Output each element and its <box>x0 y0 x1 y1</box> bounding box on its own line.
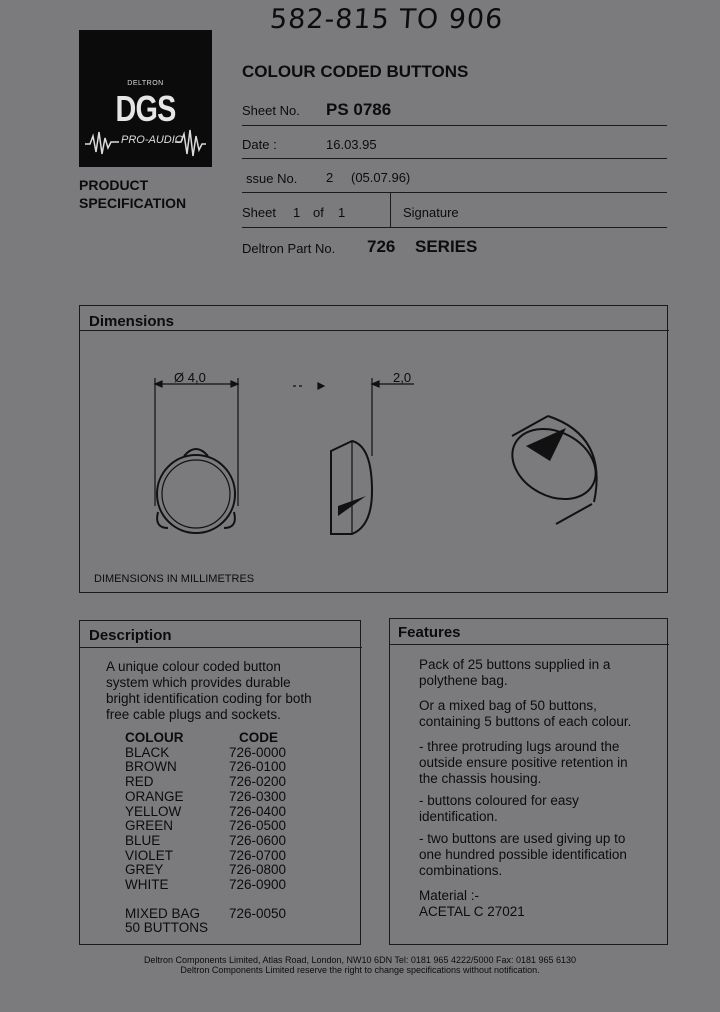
mixed-bag-line-1: MIXED BAG <box>125 905 201 921</box>
table-row <box>125 746 286 761</box>
date-label: Date : <box>242 137 277 152</box>
prodspec-line-1: PRODUCT <box>79 177 149 193</box>
features-panel <box>389 618 668 945</box>
button-iso-top <box>500 415 608 513</box>
code-cell: 726-0300 <box>229 788 287 804</box>
features-title: Features <box>398 624 461 641</box>
feature-paragraph <box>419 698 664 730</box>
feature-line: the chassis housing. <box>419 771 542 786</box>
part-number: 726 <box>367 237 396 256</box>
date-value: 16.03.95 <box>326 137 377 152</box>
feature-line: combinations. <box>419 863 503 878</box>
code-cell: 726-0600 <box>229 832 287 848</box>
signature-divider <box>390 193 391 227</box>
depth-label: 2,0 <box>393 370 412 385</box>
header-divider-4 <box>242 227 667 228</box>
table-header-row <box>125 731 286 746</box>
dgs-logo <box>79 30 212 167</box>
button-iso-lug <box>526 428 566 461</box>
sheet-no-value: PS 0786 <box>326 100 392 119</box>
feature-line: identification. <box>419 809 498 824</box>
sheet-number: 1 <box>293 205 301 220</box>
feature-line: - buttons coloured for easy <box>419 793 579 808</box>
table-row <box>125 863 286 878</box>
code-cell: 726-0900 <box>229 877 287 893</box>
issue-value: 2 <box>326 170 334 185</box>
dimensions-footnote: DIMENSIONS IN MILLIMETRES <box>94 573 255 585</box>
material-value: ACETAL C 27021 <box>419 904 525 919</box>
mixed-bag-label <box>125 907 229 936</box>
footer-disclaimer: Deltron Components Limited reserve the right to change specifications without notification. <box>180 965 540 975</box>
issue-date: (05.07.96) <box>351 170 411 185</box>
feature-line: containing 5 buttons of each colour. <box>419 714 632 729</box>
logo-tagline-text: PRO-AUDIO <box>121 134 184 146</box>
mixed-bag-row <box>125 907 286 936</box>
arrow-right-icon <box>231 381 238 387</box>
description-panel <box>79 620 361 945</box>
feature-line: Or a mixed bag of 50 buttons, <box>419 698 597 713</box>
table-row <box>125 849 286 864</box>
description-line: bright identification coding for both <box>106 691 312 706</box>
code-cell: 726-0800 <box>229 862 287 878</box>
code-cell: 726-0100 <box>229 759 287 775</box>
depth-arrow-icon <box>372 381 379 387</box>
issue-label: ssue No. <box>246 171 298 186</box>
table-row <box>125 878 286 893</box>
colour-code-table <box>125 731 286 936</box>
button-dimension-drawing <box>80 306 669 594</box>
of-label: of <box>313 205 324 220</box>
sheet-no-label: Sheet No. <box>242 103 300 118</box>
feature-paragraph <box>419 739 664 787</box>
feature-line: one hundred possible identification <box>419 847 627 862</box>
colour-cell: YELLOW <box>125 803 182 819</box>
colour-cell: WHITE <box>125 877 169 893</box>
colour-cell: RED <box>125 774 154 790</box>
sheet-label: Sheet <box>242 205 276 220</box>
sheet-total: 1 <box>338 205 346 220</box>
description-line: free cable plugs and sockets. <box>106 707 281 722</box>
colour-cell: GREEN <box>125 818 174 834</box>
button-front-outer <box>157 455 235 533</box>
code-cell: 726-0200 <box>229 774 287 790</box>
mixed-bag-line-2: 50 BUTTONS <box>125 920 209 936</box>
header-divider-1 <box>242 125 667 126</box>
product-specification-heading <box>79 176 186 212</box>
feature-paragraph <box>419 831 664 879</box>
document-title: COLOUR CODED BUTTONS <box>242 62 469 81</box>
button-iso-sides <box>512 416 592 524</box>
description-title: Description <box>89 627 172 644</box>
mixed-bag-code: 726-0050 <box>229 905 287 921</box>
table-row <box>125 805 286 820</box>
description-text <box>106 659 312 723</box>
colour-cell: BROWN <box>125 759 177 775</box>
handwritten-range-note: 582-815 TO 906 <box>268 4 505 35</box>
header-divider-2 <box>242 158 667 159</box>
colour-cell: VIOLET <box>125 847 174 863</box>
colour-header: COLOUR <box>125 730 184 745</box>
diameter-label: Ø 4,0 <box>174 370 206 385</box>
table-row <box>125 760 286 775</box>
dimensions-panel <box>79 305 668 593</box>
dimensions-title: Dimensions <box>89 313 175 330</box>
signature-label: Signature <box>403 205 459 220</box>
colour-cell: BLUE <box>125 832 161 848</box>
feature-line: outside ensure positive retention in <box>419 755 628 770</box>
feature-paragraph <box>419 793 664 825</box>
code-cell: 726-0400 <box>229 803 287 819</box>
side-arrow-icon <box>318 383 324 389</box>
feature-paragraph <box>419 657 664 689</box>
table-row <box>125 834 286 849</box>
code-cell: 726-0700 <box>229 847 287 863</box>
part-no-label: Deltron Part No. <box>242 241 336 256</box>
description-title-divider <box>80 647 362 648</box>
part-series: SERIES <box>415 237 478 256</box>
code-cell: 726-0000 <box>229 744 287 760</box>
feature-line: - two buttons are used giving up to <box>419 831 626 846</box>
logo-brand-text: DELTRON <box>127 80 164 87</box>
table-row <box>125 819 286 834</box>
feature-line: polythene bag. <box>419 673 508 688</box>
features-title-divider <box>390 644 669 645</box>
colour-cell: BLACK <box>125 744 170 760</box>
feature-line: Pack of 25 buttons supplied in a <box>419 657 611 672</box>
code-cell: 726-0500 <box>229 818 287 834</box>
prodspec-line-2: SPECIFICATION <box>79 195 187 211</box>
description-line: A unique colour coded button <box>106 659 281 674</box>
arrow-left-icon <box>155 381 162 387</box>
table-row <box>125 775 286 790</box>
colour-cell: GREY <box>125 862 164 878</box>
logo-name-text: DGS <box>115 88 176 129</box>
features-text <box>419 657 664 920</box>
feature-line: - three protruding lugs around the <box>419 739 620 754</box>
material-label: Material :- <box>419 888 480 903</box>
description-line: system which provides durable <box>106 675 291 690</box>
code-header: CODE <box>239 730 279 745</box>
header-divider-3 <box>242 192 667 193</box>
colour-cell: ORANGE <box>125 788 184 804</box>
table-row <box>125 790 286 805</box>
button-front-inner <box>162 460 230 528</box>
footer-address: Deltron Components Limited, Atlas Road, London, NW10 6DN Tel: 0181 965 4222/5000 Fax: 0181 965 6130 <box>143 955 577 965</box>
